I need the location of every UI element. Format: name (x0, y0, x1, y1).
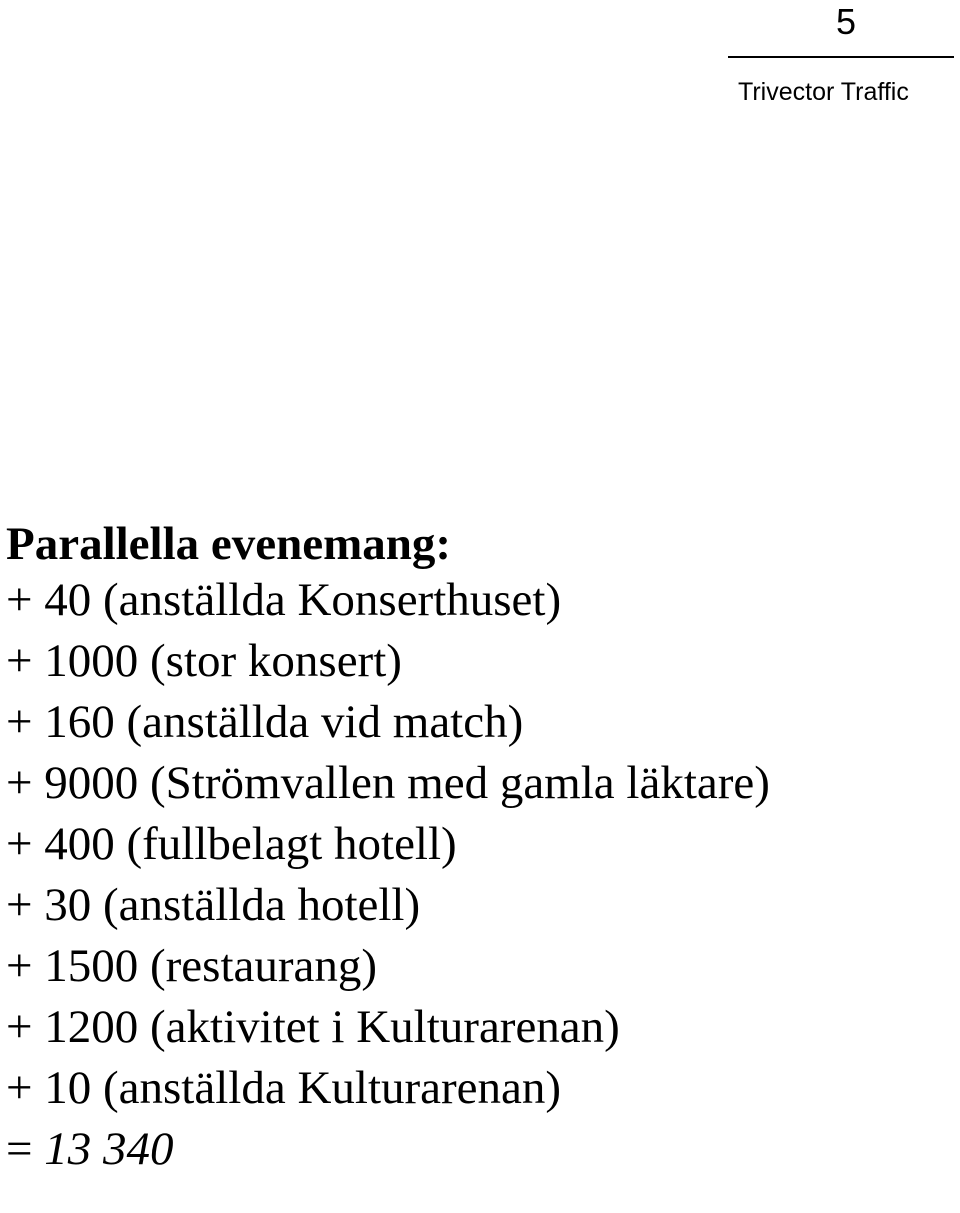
list-item: + 1200 (aktivitet i Kulturarenan) (6, 1001, 620, 1053)
list-item: + 40 (anställda Konserthuset) (6, 574, 562, 626)
events-section (6, 518, 770, 1180)
list-item: + 160 (anställda vid match) (6, 696, 524, 748)
header-company-name: Trivector Traffic (738, 78, 909, 106)
list-item: + 30 (anställda hotell) (6, 879, 421, 931)
list-item: + 1000 (stor konsert) (6, 635, 402, 687)
page-number: 5 (835, 1, 856, 42)
header-divider (728, 56, 954, 58)
section-heading: Parallella evenemang: (6, 518, 452, 570)
list-item: + 1500 (restaurang) (6, 940, 378, 992)
list-item: + 9000 (Strömvallen med gamla läktare) (6, 757, 770, 809)
total-prefix: = (6, 1123, 45, 1175)
total-value: 13 340 (44, 1123, 174, 1175)
total-line (6, 1119, 770, 1180)
list-item: + 400 (fullbelagt hotell) (6, 818, 457, 870)
list-item: + 10 (anställda Kulturarenan) (6, 1062, 562, 1114)
